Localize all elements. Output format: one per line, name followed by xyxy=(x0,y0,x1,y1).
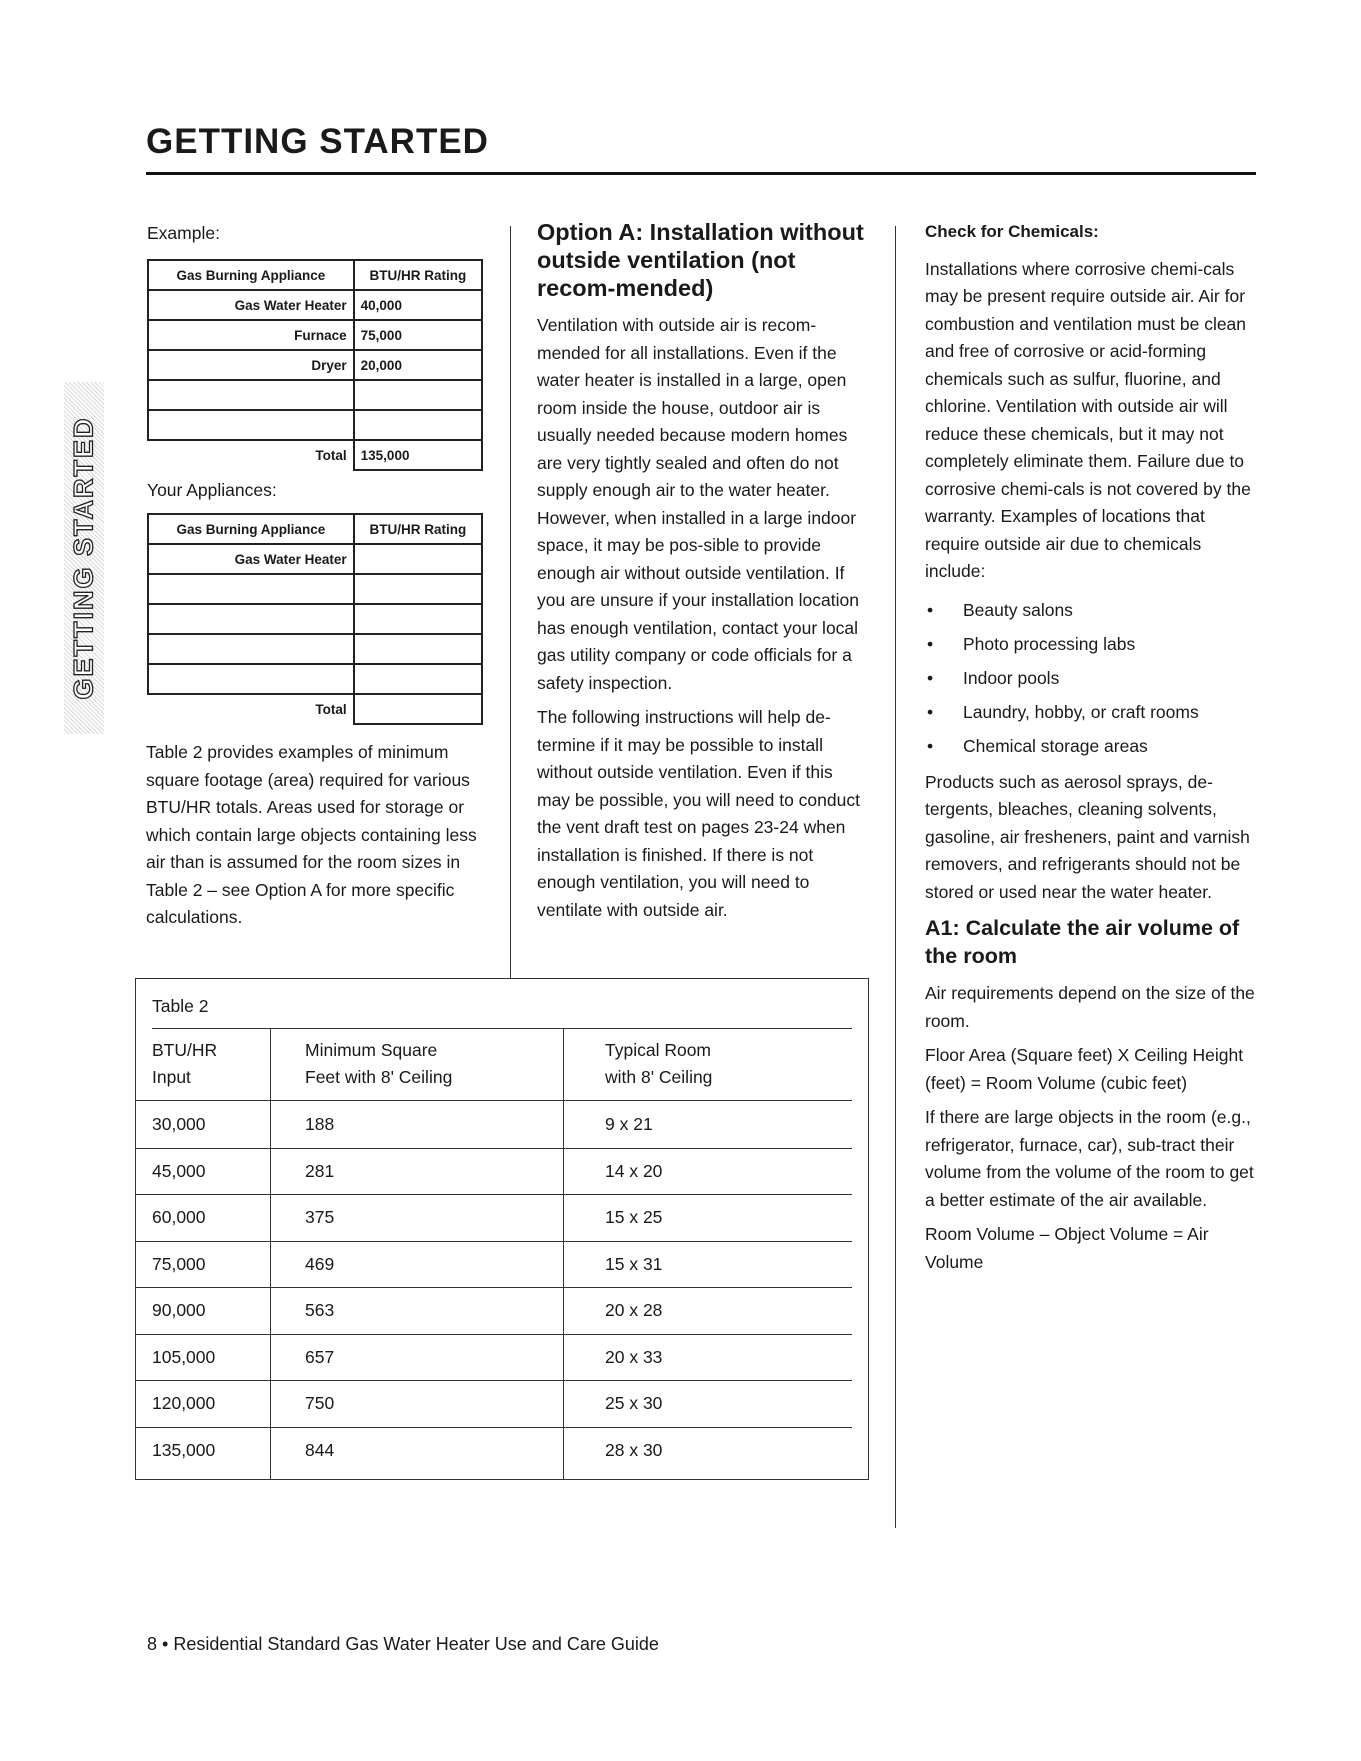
table2-cell: 25 x 30 xyxy=(605,1393,663,1413)
table2-cell: 375 xyxy=(305,1207,335,1227)
total-value xyxy=(354,694,482,724)
btu-cell xyxy=(354,380,482,410)
btu-input-cell xyxy=(354,634,482,664)
table-header-row xyxy=(148,514,482,544)
appliance-cell: Dryer xyxy=(148,350,354,380)
right-column xyxy=(925,218,1260,1283)
table2-header-cell: BTU/HR Input xyxy=(152,1040,218,1087)
appliance-cell xyxy=(148,634,354,664)
table2-row-rule xyxy=(136,1194,852,1195)
appliance-cell: Furnace xyxy=(148,320,354,350)
option-a-heading: Option A: Installation without outside ventilation (not recom-mended) xyxy=(537,219,864,301)
table2-cell: 75,000 xyxy=(152,1253,206,1274)
page-title: GETTING STARTED xyxy=(146,122,489,161)
table-row xyxy=(148,380,482,410)
table2-cell: 30,000 xyxy=(152,1114,206,1134)
column-divider-right xyxy=(895,226,896,1528)
table2-row-rule xyxy=(136,1241,852,1242)
table2-header-cell: Typical Room with 8' Ceiling xyxy=(605,1040,713,1087)
table2-cell: 15 x 31 xyxy=(605,1253,663,1274)
table-row xyxy=(148,604,482,634)
example-appliance-table xyxy=(147,259,483,471)
table2-row-rule xyxy=(136,1380,852,1381)
table-total-row xyxy=(148,694,482,724)
table2-intro-paragraph: Table 2 provides examples of minimum square footage (area) required for various BTU/HR totals. Areas used for storage or which contain large objects containing less air than is assumed for the room sizes in Table 2 – see Option A for more specific calculations. xyxy=(146,742,477,927)
table-row xyxy=(148,320,482,350)
appliance-cell xyxy=(148,664,354,694)
table2-rule xyxy=(136,1100,852,1101)
appliance-cell: Gas Water Heater xyxy=(148,290,354,320)
option-a-paragraph-2: The following instructions will help de-termine if it may be possible to install without outside ventilation. Even if this may be possible, you will need to conduct the vent draft test on pages 23-24 when installation is finished. If there is not enough ventilation, you will need to ventilate with outside air. xyxy=(537,707,860,920)
table2-row-rule xyxy=(136,1334,852,1335)
table2-cell: 9 x 21 xyxy=(605,1114,653,1134)
list-item: • Photo processing labs xyxy=(925,627,1260,661)
table2-row-rule xyxy=(136,1148,852,1149)
page-footer: 8 • Residential Standard Gas Water Heater Use and Care Guide xyxy=(147,1634,659,1654)
header-appliance: Gas Burning Appliance xyxy=(148,260,354,290)
table2-cell: 60,000 xyxy=(152,1207,206,1227)
a1-paragraph-2: Floor Area (Square feet) X Ceiling Height (feet) = Room Volume (cubic feet) xyxy=(925,1045,1244,1093)
products-paragraph: Products such as aerosol sprays, de-tergents, bleaches, cleaning solvents, gasoline, air fresheners, paint and varnish removers, and refrigerants should not be stored or used near the water heater. xyxy=(925,771,1250,902)
table2-cell: 750 xyxy=(305,1393,335,1413)
header-btu: BTU/HR Rating xyxy=(354,260,482,290)
table2-cell: 14 x 20 xyxy=(605,1160,663,1181)
list-item: • Indoor pools xyxy=(925,661,1260,695)
total-label: Total xyxy=(315,702,347,717)
btu-cell: 40,000 xyxy=(354,290,482,320)
table2-cell: 15 x 25 xyxy=(605,1207,663,1227)
table2-cell: 90,000 xyxy=(152,1300,206,1320)
table-total-row xyxy=(148,440,482,470)
chemicals-heading: Check for Chemicals: xyxy=(925,222,1099,241)
table2-cell: 657 xyxy=(305,1346,335,1367)
table2-column-divider xyxy=(563,1028,564,1480)
appliance-cell xyxy=(148,604,354,634)
side-tab-label: GETTING STARTED xyxy=(68,416,99,700)
table2-cell: 135,000 xyxy=(152,1439,216,1460)
btu-cell: 75,000 xyxy=(354,320,482,350)
btu-input-cell xyxy=(354,604,482,634)
a1-paragraph-4: Room Volume – Object Volume = Air Volume xyxy=(925,1224,1209,1272)
example-label: Example: xyxy=(147,223,220,243)
table2-rule xyxy=(152,1028,852,1029)
table-header-row xyxy=(148,260,482,290)
table2-column-divider xyxy=(270,1028,271,1480)
chemicals-paragraph: Installations where corrosive chemi-cals may be present require outside air. Air for combustion and ventilation must be clean and free of corrosive or acid-forming chemicals such as sulfur, fluorine, and chlorine. Ventilation with outside air will reduce these chemicals, but it may not completely eliminate them. Failure due to corrosive chemi-cals is not covered by the warranty. Examples of locations that require outside air due to chemicals include: xyxy=(925,258,1251,581)
list-item: • Chemical storage areas xyxy=(925,729,1260,763)
total-label: Total xyxy=(315,448,347,463)
btu-cell: 20,000 xyxy=(354,350,482,380)
table2-cell: 188 xyxy=(305,1114,335,1134)
table2-cell: 563 xyxy=(305,1300,335,1320)
table-row xyxy=(148,410,482,440)
table2-caption: Table 2 xyxy=(152,996,209,1016)
table2-cell: 844 xyxy=(305,1439,335,1460)
table2 xyxy=(135,978,869,1480)
table-row xyxy=(148,544,482,574)
table2-header-cell: Minimum Square Feet with 8' Ceiling xyxy=(305,1040,453,1087)
header-btu: BTU/HR Rating xyxy=(354,514,482,544)
table2-row-rule xyxy=(136,1287,852,1288)
appliance-cell xyxy=(148,410,354,440)
table-row xyxy=(148,290,482,320)
total-value: 135,000 xyxy=(354,440,482,470)
column-divider-left xyxy=(510,226,511,978)
option-a-paragraph-1: Ventilation with outside air is recom-mended for all installations. Even if the water heater is installed in a large, open room inside the house, outdoor air is usually needed because modern homes are very tightly sealed and often do not supply enough air to the water heater. However, when installed in a large indoor space, it may be pos-sible to provide enough air without outside ventilation. If you are unsure if your installation location has enough ventilation, contact your local gas utility company or code officials for a safety inspection. xyxy=(537,315,859,693)
appliance-cell: Gas Water Heater xyxy=(148,544,354,574)
table-row xyxy=(148,664,482,694)
list-item: • Laundry, hobby, or craft rooms xyxy=(925,695,1260,729)
your-appliances-label: Your Appliances: xyxy=(147,480,277,500)
side-tab xyxy=(64,382,104,734)
appliance-cell xyxy=(148,574,354,604)
table-row xyxy=(148,350,482,380)
btu-input-cell xyxy=(354,664,482,694)
chemicals-list xyxy=(925,593,1260,763)
table2-cell: 281 xyxy=(305,1160,335,1181)
table2-cell: 469 xyxy=(305,1253,335,1274)
table-row xyxy=(148,574,482,604)
title-rule xyxy=(146,172,1256,175)
list-item: • Beauty salons xyxy=(925,593,1260,627)
a1-paragraph-3: If there are large objects in the room (e.g., refrigerator, furnace, car), sub-tract their volume from the volume of the room to get a better estimate of the air available. xyxy=(925,1107,1254,1210)
a1-heading: A1: Calculate the air volume of the room xyxy=(925,916,1240,968)
appliance-cell xyxy=(148,380,354,410)
table2-cell: 28 x 30 xyxy=(605,1439,663,1460)
btu-input-cell xyxy=(354,544,482,574)
a1-paragraph-1: Air requirements depend on the size of the room. xyxy=(925,983,1255,1031)
header-appliance: Gas Burning Appliance xyxy=(148,514,354,544)
btu-input-cell xyxy=(354,574,482,604)
btu-cell xyxy=(354,410,482,440)
table2-row-rule xyxy=(136,1427,852,1428)
table-row xyxy=(148,634,482,664)
table2-cell: 20 x 28 xyxy=(605,1300,663,1320)
table2-cell: 45,000 xyxy=(152,1160,206,1181)
table2-cell: 120,000 xyxy=(152,1393,216,1413)
middle-column xyxy=(537,218,867,931)
your-appliance-table xyxy=(147,513,483,725)
table2-cell: 105,000 xyxy=(152,1346,216,1367)
table2-cell: 20 x 33 xyxy=(605,1346,663,1367)
